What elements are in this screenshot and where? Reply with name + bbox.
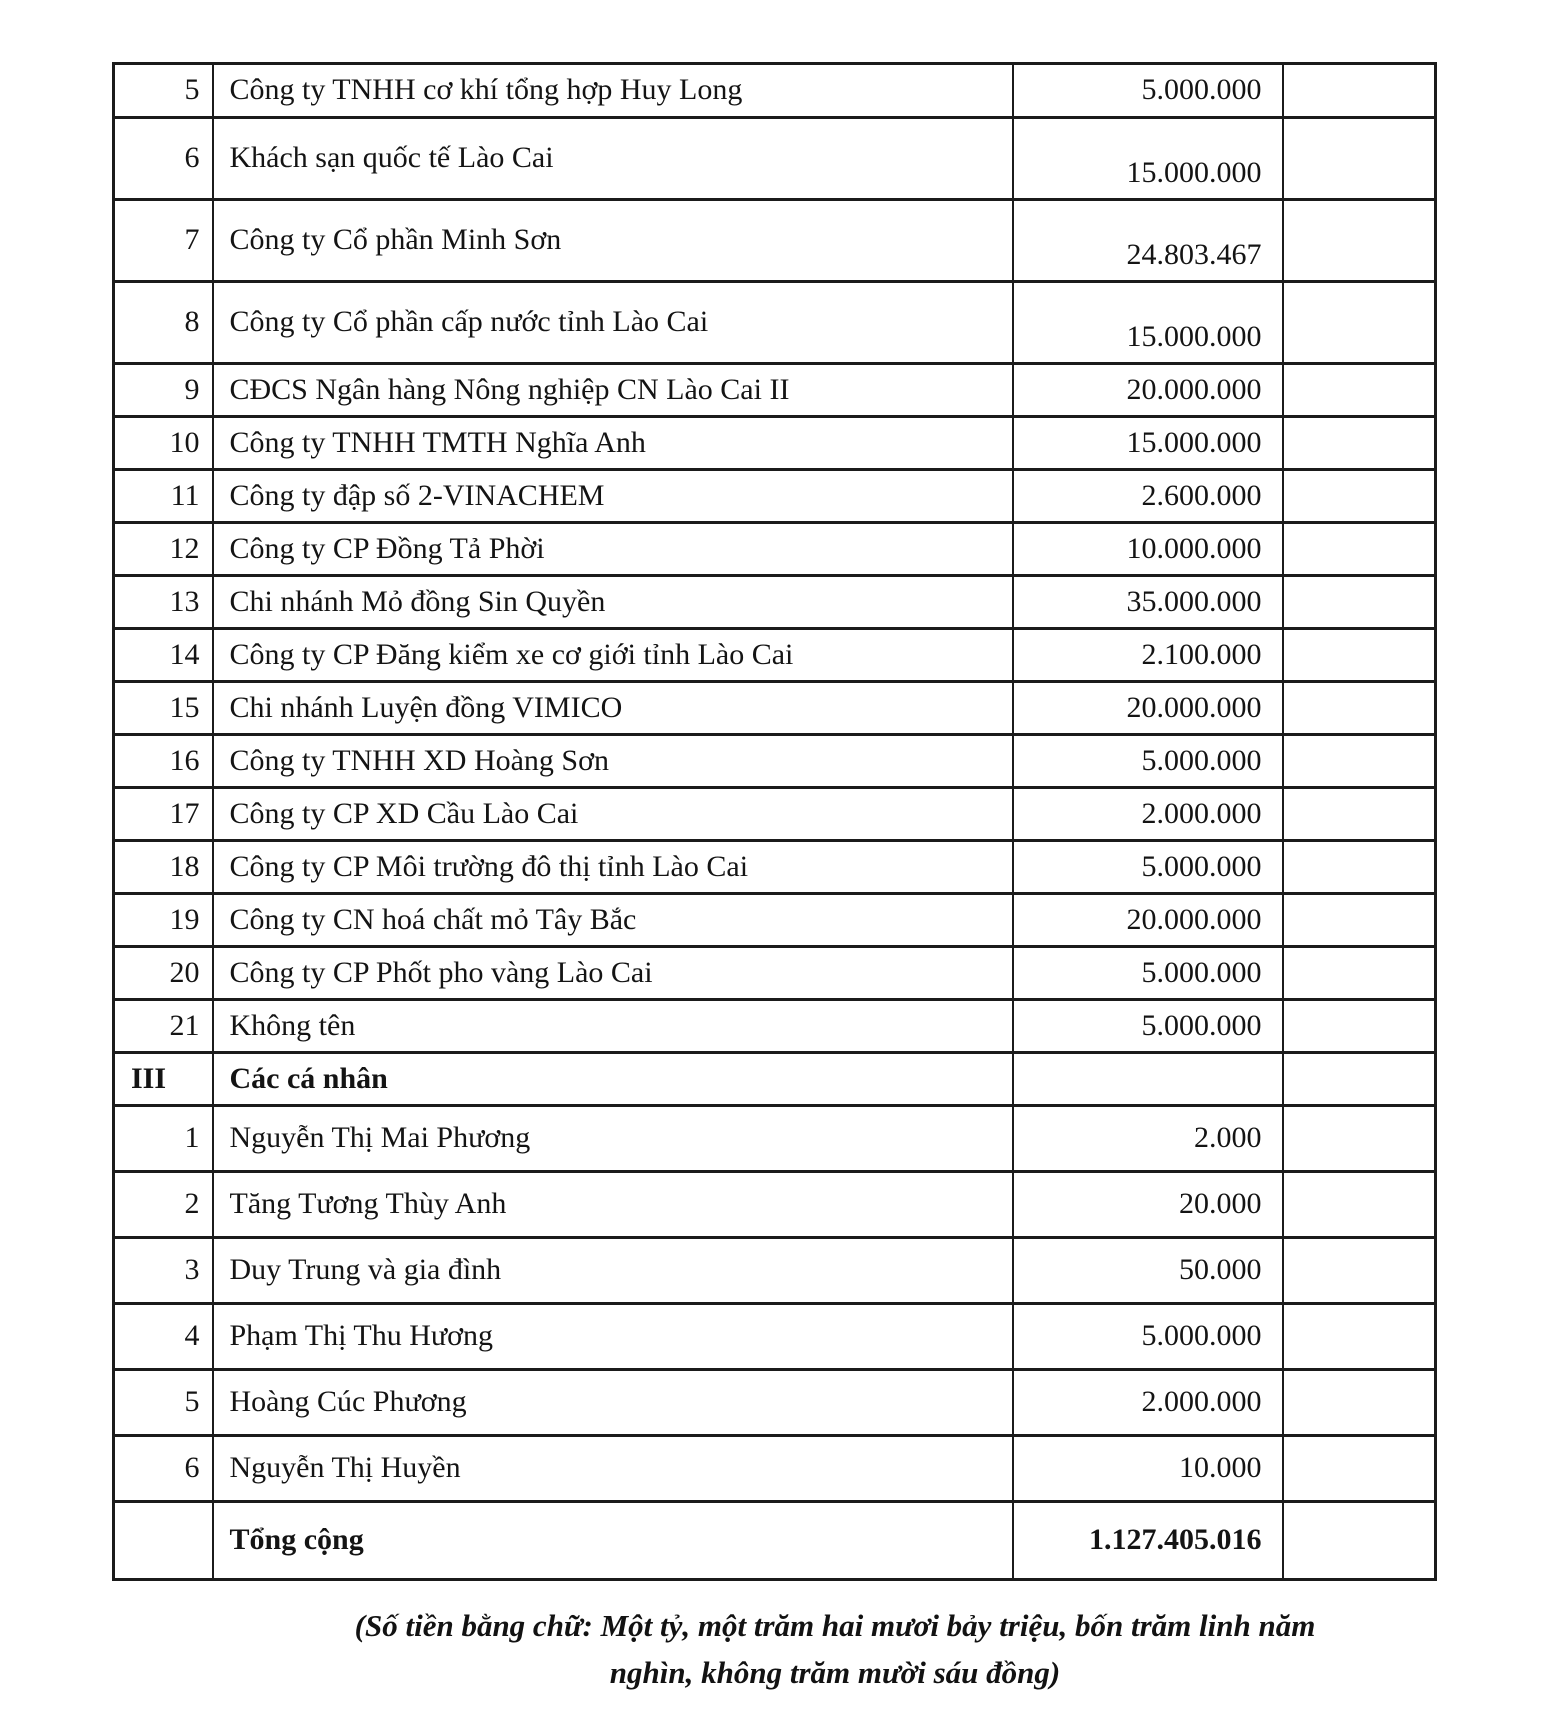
table-row — [114, 417, 1436, 470]
amount-cell: 1.127.405.016 — [1013, 1502, 1283, 1580]
row-number-cell: 7 — [114, 200, 213, 282]
empty-note-cell — [1283, 1172, 1436, 1238]
amount-in-words-line2: nghìn, không trăm mười sáu đồng) — [609, 1655, 1061, 1690]
table-row — [114, 118, 1436, 200]
table-row — [114, 947, 1436, 1000]
amount-cell: 5.000.000 — [1013, 1304, 1283, 1370]
empty-note-cell — [1283, 576, 1436, 629]
empty-note-cell — [1283, 1238, 1436, 1304]
table-row — [114, 64, 1436, 118]
empty-note-cell — [1283, 629, 1436, 682]
amount-cell: 2.600.000 — [1013, 470, 1283, 523]
row-number-cell: 17 — [114, 788, 213, 841]
table-row — [114, 1436, 1436, 1502]
row-number-cell: 21 — [114, 1000, 213, 1053]
table-row — [114, 282, 1436, 364]
donor-name-cell: Khách sạn quốc tế Lào Cai — [213, 118, 1013, 200]
empty-note-cell — [1283, 118, 1436, 200]
row-number-cell: 9 — [114, 364, 213, 417]
empty-note-cell — [1283, 894, 1436, 947]
amount-cell: 50.000 — [1013, 1238, 1283, 1304]
empty-note-cell — [1283, 1000, 1436, 1053]
donor-name-cell: Tổng cộng — [213, 1502, 1013, 1580]
row-number-cell: 5 — [114, 64, 213, 118]
row-number-cell: 3 — [114, 1238, 213, 1304]
donor-name-cell: Các cá nhân — [213, 1053, 1013, 1106]
table-row — [114, 629, 1436, 682]
amount-cell: 35.000.000 — [1013, 576, 1283, 629]
table-row — [114, 788, 1436, 841]
donor-name-cell: Công ty CP Phốt pho vàng Lào Cai — [213, 947, 1013, 1000]
amount-cell: 24.803.467 — [1013, 200, 1283, 282]
empty-note-cell — [1283, 1304, 1436, 1370]
row-number-cell: 2 — [114, 1172, 213, 1238]
amount-cell: 5.000.000 — [1013, 735, 1283, 788]
row-number-cell: 13 — [114, 576, 213, 629]
row-number-cell: 6 — [114, 118, 213, 200]
donations-table-body — [114, 64, 1436, 1580]
donor-name-cell: Công ty CN hoá chất mỏ Tây Bắc — [213, 894, 1013, 947]
donor-name-cell: Công ty CP Đăng kiểm xe cơ giới tỉnh Lào Cai — [213, 629, 1013, 682]
amount-in-words-line1: (Số tiền bằng chữ: Một tỷ, một trăm hai mươi bảy triệu, bốn trăm linh năm — [354, 1608, 1316, 1643]
donor-name-cell: Chi nhánh Luyện đồng VIMICO — [213, 682, 1013, 735]
amount-cell: 2.000 — [1013, 1106, 1283, 1172]
table-row — [114, 576, 1436, 629]
row-number-cell: 14 — [114, 629, 213, 682]
row-number-cell: 16 — [114, 735, 213, 788]
row-number-cell: 4 — [114, 1304, 213, 1370]
amount-cell — [1013, 1053, 1283, 1106]
row-number-cell: 12 — [114, 523, 213, 576]
empty-note-cell — [1283, 1053, 1436, 1106]
amount-cell: 5.000.000 — [1013, 841, 1283, 894]
amount-cell: 15.000.000 — [1013, 417, 1283, 470]
table-row — [114, 1000, 1436, 1053]
donor-name-cell: Công ty CP Môi trường đô thị tỉnh Lào Cai — [213, 841, 1013, 894]
table-row — [114, 364, 1436, 417]
table-row — [114, 1172, 1436, 1238]
amount-cell: 20.000.000 — [1013, 894, 1283, 947]
empty-note-cell — [1283, 735, 1436, 788]
table-row — [114, 1370, 1436, 1436]
empty-note-cell — [1283, 682, 1436, 735]
table-row — [114, 470, 1436, 523]
donor-name-cell: Nguyễn Thị Huyền — [213, 1436, 1013, 1502]
donations-table — [112, 62, 1437, 1581]
amount-cell: 10.000 — [1013, 1436, 1283, 1502]
amount-cell: 2.000.000 — [1013, 788, 1283, 841]
table-row — [114, 841, 1436, 894]
empty-note-cell — [1283, 788, 1436, 841]
donor-name-cell: Công ty TNHH XD Hoàng Sơn — [213, 735, 1013, 788]
amount-cell: 2.000.000 — [1013, 1370, 1283, 1436]
donor-name-cell: Công ty TNHH cơ khí tổng hợp Huy Long — [213, 64, 1013, 118]
table-row — [114, 1238, 1436, 1304]
row-number-cell: 11 — [114, 470, 213, 523]
empty-note-cell — [1283, 1502, 1436, 1580]
amount-in-words — [190, 1602, 1480, 1696]
row-number-cell: 20 — [114, 947, 213, 1000]
table-row — [114, 1502, 1436, 1580]
empty-note-cell — [1283, 282, 1436, 364]
empty-note-cell — [1283, 1370, 1436, 1436]
row-number-cell: 10 — [114, 417, 213, 470]
donor-name-cell: Tăng Tương Thùy Anh — [213, 1172, 1013, 1238]
amount-cell: 10.000.000 — [1013, 523, 1283, 576]
empty-note-cell — [1283, 200, 1436, 282]
donor-name-cell: Công ty CP Đồng Tả Phời — [213, 523, 1013, 576]
table-row — [114, 1304, 1436, 1370]
amount-cell: 20.000 — [1013, 1172, 1283, 1238]
donor-name-cell: Công ty Cổ phần Minh Sơn — [213, 200, 1013, 282]
empty-note-cell — [1283, 1436, 1436, 1502]
donor-name-cell: Hoàng Cúc Phương — [213, 1370, 1013, 1436]
empty-note-cell — [1283, 841, 1436, 894]
donor-name-cell: Chi nhánh Mỏ đồng Sin Quyền — [213, 576, 1013, 629]
row-number-cell — [114, 1502, 213, 1580]
empty-note-cell — [1283, 523, 1436, 576]
table-row — [114, 735, 1436, 788]
row-number-cell: 8 — [114, 282, 213, 364]
empty-note-cell — [1283, 947, 1436, 1000]
empty-note-cell — [1283, 1106, 1436, 1172]
donor-name-cell: Công ty TNHH TMTH Nghĩa Anh — [213, 417, 1013, 470]
amount-cell: 2.100.000 — [1013, 629, 1283, 682]
donor-name-cell: CĐCS Ngân hàng Nông nghiệp CN Lào Cai II — [213, 364, 1013, 417]
empty-note-cell — [1283, 64, 1436, 118]
table-row — [114, 1106, 1436, 1172]
donor-name-cell: Công ty Cổ phần cấp nước tỉnh Lào Cai — [213, 282, 1013, 364]
amount-cell: 5.000.000 — [1013, 64, 1283, 118]
table-row — [114, 894, 1436, 947]
amount-cell: 5.000.000 — [1013, 1000, 1283, 1053]
row-number-cell: 6 — [114, 1436, 213, 1502]
row-number-cell: III — [114, 1053, 213, 1106]
table-row — [114, 682, 1436, 735]
donor-name-cell: Duy Trung và gia đình — [213, 1238, 1013, 1304]
amount-cell: 15.000.000 — [1013, 118, 1283, 200]
donor-name-cell: Phạm Thị Thu Hương — [213, 1304, 1013, 1370]
empty-note-cell — [1283, 417, 1436, 470]
table-row — [114, 1053, 1436, 1106]
donor-name-cell: Công ty CP XD Cầu Lào Cai — [213, 788, 1013, 841]
amount-cell: 5.000.000 — [1013, 947, 1283, 1000]
amount-cell: 20.000.000 — [1013, 682, 1283, 735]
donor-name-cell: Công ty đập số 2-VINACHEM — [213, 470, 1013, 523]
row-number-cell: 18 — [114, 841, 213, 894]
empty-note-cell — [1283, 364, 1436, 417]
amount-cell: 20.000.000 — [1013, 364, 1283, 417]
donor-name-cell: Không tên — [213, 1000, 1013, 1053]
empty-note-cell — [1283, 470, 1436, 523]
row-number-cell: 1 — [114, 1106, 213, 1172]
donor-name-cell: Nguyễn Thị Mai Phương — [213, 1106, 1013, 1172]
row-number-cell: 5 — [114, 1370, 213, 1436]
row-number-cell: 15 — [114, 682, 213, 735]
table-row — [114, 200, 1436, 282]
row-number-cell: 19 — [114, 894, 213, 947]
amount-cell: 15.000.000 — [1013, 282, 1283, 364]
table-row — [114, 523, 1436, 576]
